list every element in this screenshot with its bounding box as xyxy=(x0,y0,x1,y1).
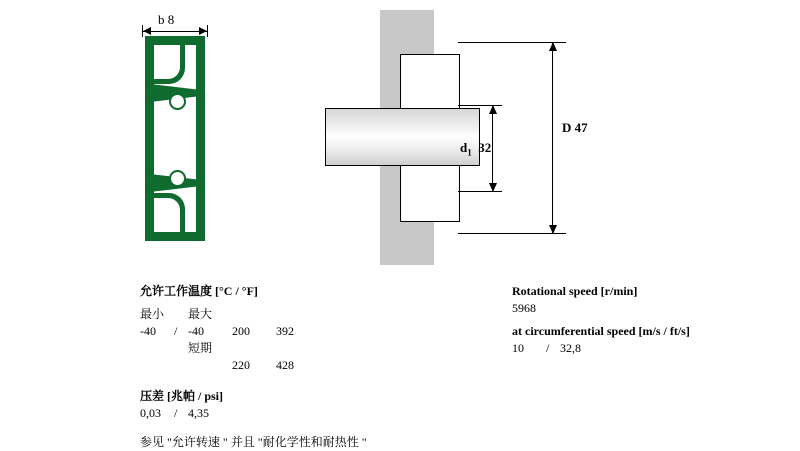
pressure-heading: 压差 [兆帕 / psi] xyxy=(140,389,224,403)
temp-row4-blank-3 xyxy=(188,357,232,374)
dim-b-arrow-left-icon xyxy=(143,27,151,35)
rotational-speed-value: 5968 xyxy=(512,301,536,315)
temp-row4-blank-1 xyxy=(140,357,174,374)
circ-speed-ms-value: 10 xyxy=(512,341,524,355)
pressure-psi-value: 4,35 xyxy=(188,406,209,420)
garter-spring-top-icon xyxy=(169,93,186,110)
temp-short-celsius: 220 xyxy=(232,358,250,372)
circumferential-speed-row xyxy=(512,340,792,357)
outer-diameter-label: D 47 xyxy=(562,120,588,135)
outer-diameter-dimension xyxy=(552,42,554,234)
temp-max-fahrenheit: 392 xyxy=(276,324,294,338)
dim-d1-line xyxy=(492,105,493,192)
dim-D-arrow-top-icon xyxy=(549,42,557,51)
circ-speed-fts-value: 32,8 xyxy=(560,341,581,355)
reference-note: 参见 "允许转速 " 并且 "耐化学性和耐热性 " xyxy=(140,435,367,449)
temp-row3-blank-3 xyxy=(232,340,276,357)
inner-diameter-dimension xyxy=(492,105,494,192)
temp-header-blank-2 xyxy=(276,306,316,323)
dim-D-line xyxy=(552,42,553,234)
temp-header-blank-1 xyxy=(232,306,276,323)
shaft-cylinder xyxy=(325,108,480,166)
speed-panel xyxy=(512,283,792,357)
circ-speed-separator: / xyxy=(546,341,550,355)
temperature-table xyxy=(140,306,470,374)
temp-min-fahrenheit: -40 xyxy=(188,324,204,338)
temp-row3-blank-4 xyxy=(276,340,316,357)
seal-inner-lip-bottom-cutout xyxy=(154,198,180,232)
inner-diameter-value: 32 xyxy=(478,140,492,155)
temperature-pressure-panel xyxy=(140,283,470,451)
temp-min-separator: / xyxy=(174,324,178,338)
rotational-speed-heading: Rotational speed [r/min] xyxy=(512,284,638,298)
temperature-heading: 允许工作温度 [°C / °F] xyxy=(140,284,258,298)
seal-cross-section-drawing xyxy=(120,10,300,260)
inner-diameter-subscript: 1 xyxy=(467,147,472,158)
pressure-separator: / xyxy=(174,406,178,420)
dim-b-arrow-right-icon xyxy=(199,27,207,35)
temp-min-celsius: -40 xyxy=(140,324,156,338)
width-dimension-b xyxy=(142,14,208,36)
dim-D-arrow-bottom-icon xyxy=(549,225,557,234)
temp-short-term-label: 短期 xyxy=(188,341,213,355)
temp-max-celsius: 200 xyxy=(232,324,250,338)
inner-diameter-label xyxy=(460,140,491,158)
temp-row4-blank-2 xyxy=(174,357,188,374)
dim-b-label: b 8 xyxy=(158,12,175,27)
dim-d1-arrow-top-icon xyxy=(489,105,497,114)
inner-diameter-symbol: d xyxy=(460,140,468,155)
temp-min-header: 最小 xyxy=(140,307,165,321)
seal-edge-right-bottom xyxy=(196,171,205,241)
temp-row3-blank-1 xyxy=(140,340,174,357)
pressure-values-row xyxy=(140,405,470,422)
temp-short-fahrenheit: 428 xyxy=(276,358,294,372)
temp-header-spacer xyxy=(174,306,188,323)
temp-row3-blank-2 xyxy=(174,340,188,357)
garter-spring-bottom-icon xyxy=(169,170,186,187)
pressure-mpa-value: 0,03 xyxy=(140,406,161,420)
dim-d1-arrow-bottom-icon xyxy=(489,183,497,192)
seal-edge-right-top xyxy=(196,36,205,106)
circumferential-speed-heading: at circumferential speed [m/s / ft/s] xyxy=(512,324,690,338)
seal-inner-lip-top-cutout xyxy=(154,45,180,79)
temp-max-header: 最大 xyxy=(188,307,213,321)
shaft-housing-assembly-drawing xyxy=(320,10,620,265)
